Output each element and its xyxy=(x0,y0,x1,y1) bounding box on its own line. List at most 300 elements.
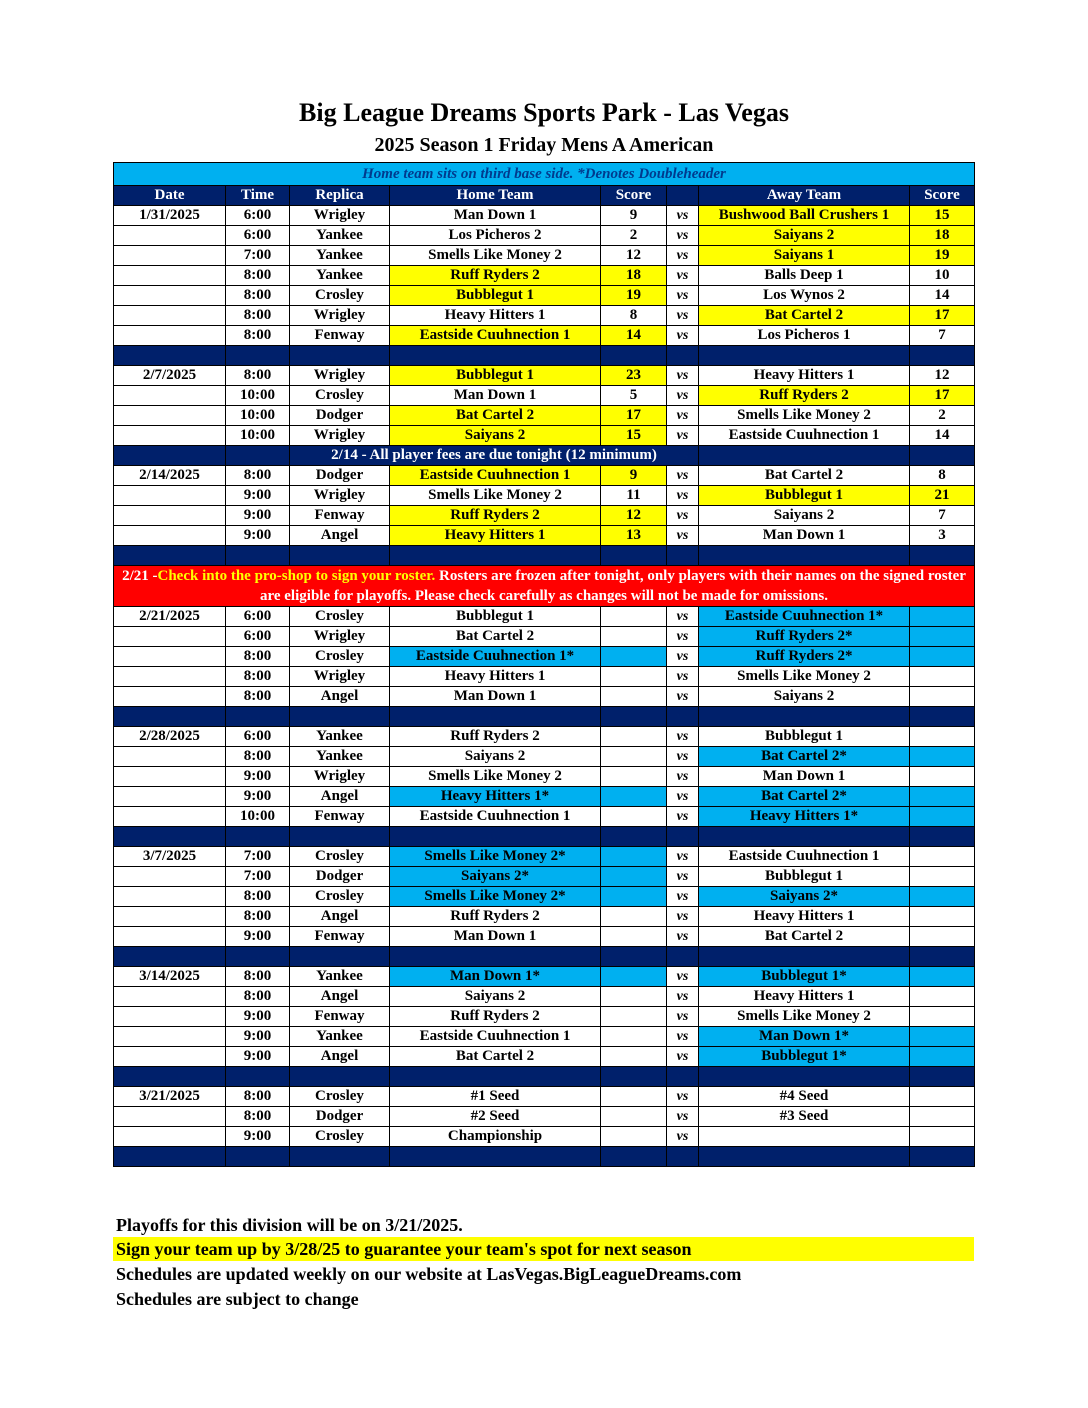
away-score: 17 xyxy=(910,306,975,326)
away-team: Eastside Cuuhnection 1 xyxy=(699,426,910,446)
away-team: Los Wynos 2 xyxy=(699,286,910,306)
away-team: Heavy Hitters 1 xyxy=(699,907,910,927)
table-row xyxy=(114,486,975,506)
game-time: 9:00 xyxy=(226,1047,290,1067)
separator-cell xyxy=(699,446,910,466)
away-team: Heavy Hitters 1 xyxy=(699,366,910,386)
table-row xyxy=(114,907,975,927)
away-score: 10 xyxy=(910,266,975,286)
vs-label: vs xyxy=(667,747,699,767)
game-time: 8:00 xyxy=(226,887,290,907)
away-score: 17 xyxy=(910,386,975,406)
game-field: Yankee xyxy=(290,266,390,286)
game-date xyxy=(114,226,226,246)
game-date xyxy=(114,386,226,406)
vs-label: vs xyxy=(667,1027,699,1047)
separator-cell xyxy=(910,707,975,727)
home-team: Ruff Ryders 2 xyxy=(390,727,601,747)
separator-cell xyxy=(601,346,667,366)
vs-label: vs xyxy=(667,386,699,406)
home-score xyxy=(601,1027,667,1047)
home-team: Ruff Ryders 2 xyxy=(390,506,601,526)
game-date xyxy=(114,1107,226,1127)
separator-cell xyxy=(601,1147,667,1167)
table-row xyxy=(114,366,975,386)
home-score xyxy=(601,627,667,647)
separator-cell xyxy=(114,707,226,727)
table-row xyxy=(114,1027,975,1047)
separator-cell xyxy=(114,1147,226,1167)
away-score xyxy=(910,727,975,747)
vs-label: vs xyxy=(667,426,699,446)
home-score xyxy=(601,1007,667,1027)
separator-cell xyxy=(390,546,601,566)
away-score xyxy=(910,747,975,767)
separator-cell xyxy=(910,446,975,466)
home-team: Heavy Hitters 1 xyxy=(390,667,601,687)
game-time: 10:00 xyxy=(226,386,290,406)
game-field: Crosley xyxy=(290,386,390,406)
home-score: 23 xyxy=(601,366,667,386)
footer-website-note: Schedules are updated weekly on our website at LasVegas.BigLeagueDreams.com xyxy=(116,1264,742,1284)
game-time: 10:00 xyxy=(226,406,290,426)
game-field: Wrigley xyxy=(290,366,390,386)
game-date xyxy=(114,687,226,707)
home-team: Bubblegut 1 xyxy=(390,607,601,627)
separator-cell xyxy=(226,707,290,727)
game-time: 10:00 xyxy=(226,807,290,827)
away-team: Smells Like Money 2 xyxy=(699,406,910,426)
vs-label: vs xyxy=(667,907,699,927)
away-team: Ruff Ryders 2* xyxy=(699,627,910,647)
separator-cell xyxy=(910,346,975,366)
home-team: Eastside Cuuhnection 1 xyxy=(390,466,601,486)
vs-label: vs xyxy=(667,1007,699,1027)
separator-cell xyxy=(290,1067,390,1087)
away-score: 7 xyxy=(910,326,975,346)
separator-cell xyxy=(226,546,290,566)
game-date xyxy=(114,1047,226,1067)
away-score xyxy=(910,1107,975,1127)
vs-label: vs xyxy=(667,887,699,907)
home-score: 17 xyxy=(601,406,667,426)
week-separator-row xyxy=(114,546,975,566)
away-score: 3 xyxy=(910,526,975,546)
col-header-replica: Replica xyxy=(290,186,390,206)
away-team: Balls Deep 1 xyxy=(699,266,910,286)
home-score xyxy=(601,1087,667,1107)
game-date xyxy=(114,526,226,546)
away-score xyxy=(910,807,975,827)
game-date xyxy=(114,326,226,346)
home-team: Ruff Ryders 2 xyxy=(390,266,601,286)
vs-label: vs xyxy=(667,787,699,807)
home-team: Man Down 1 xyxy=(390,927,601,947)
separator-cell xyxy=(910,947,975,967)
away-score: 14 xyxy=(910,286,975,306)
vs-label: vs xyxy=(667,366,699,386)
away-team: Heavy Hitters 1* xyxy=(699,807,910,827)
game-field: Dodger xyxy=(290,1107,390,1127)
game-field: Crosley xyxy=(290,847,390,867)
home-team: #1 Seed xyxy=(390,1087,601,1107)
vs-label: vs xyxy=(667,987,699,1007)
game-date xyxy=(114,887,226,907)
game-field: Fenway xyxy=(290,506,390,526)
week-separator-row xyxy=(114,707,975,727)
separator-cell xyxy=(667,346,699,366)
vs-label: vs xyxy=(667,226,699,246)
home-score: 12 xyxy=(601,246,667,266)
separator-cell xyxy=(667,947,699,967)
away-team: Los Picheros 1 xyxy=(699,326,910,346)
away-score xyxy=(910,1007,975,1027)
home-team: Saiyans 2* xyxy=(390,867,601,887)
game-field: Yankee xyxy=(290,967,390,987)
table-row xyxy=(114,386,975,406)
game-field: Yankee xyxy=(290,226,390,246)
away-score: 8 xyxy=(910,466,975,486)
table-row xyxy=(114,667,975,687)
separator-cell xyxy=(910,546,975,566)
away-score: 2 xyxy=(910,406,975,426)
separator-cell xyxy=(226,827,290,847)
game-field: Crosley xyxy=(290,887,390,907)
table-row xyxy=(114,206,975,226)
game-date xyxy=(114,286,226,306)
fee-announcement: 2/14 - All player fees are due tonight (12 minimum) xyxy=(290,446,699,466)
separator-cell xyxy=(601,546,667,566)
table-row xyxy=(114,266,975,286)
footer-signup-note: Sign your team up by 3/28/25 to guarantee your team's spot for next season xyxy=(113,1237,974,1261)
home-score xyxy=(601,987,667,1007)
home-team: Heavy Hitters 1 xyxy=(390,306,601,326)
home-score xyxy=(601,787,667,807)
game-date xyxy=(114,807,226,827)
game-time: 8:00 xyxy=(226,266,290,286)
separator-cell xyxy=(226,947,290,967)
footer-playoffs-note: Playoffs for this division will be on 3/21/2025. xyxy=(116,1215,463,1235)
home-team: Heavy Hitters 1* xyxy=(390,787,601,807)
home-team: Man Down 1* xyxy=(390,967,601,987)
game-date: 3/21/2025 xyxy=(114,1087,226,1107)
vs-label: vs xyxy=(667,1127,699,1147)
separator-cell xyxy=(910,1147,975,1167)
separator-cell xyxy=(699,1067,910,1087)
table-row xyxy=(114,647,975,667)
table-row xyxy=(114,987,975,1007)
vs-label: vs xyxy=(667,647,699,667)
game-date xyxy=(114,747,226,767)
away-team: Saiyans 2 xyxy=(699,687,910,707)
table-row xyxy=(114,767,975,787)
vs-label: vs xyxy=(667,326,699,346)
away-score: 14 xyxy=(910,426,975,446)
away-team: Eastside Cuuhnection 1 xyxy=(699,847,910,867)
home-score: 5 xyxy=(601,386,667,406)
announcement-row xyxy=(114,446,975,466)
home-score xyxy=(601,867,667,887)
away-score xyxy=(910,987,975,1007)
vs-label: vs xyxy=(667,306,699,326)
home-score: 8 xyxy=(601,306,667,326)
vs-label: vs xyxy=(667,847,699,867)
game-field: Wrigley xyxy=(290,667,390,687)
away-team xyxy=(699,1127,910,1147)
away-team: Bubblegut 1 xyxy=(699,486,910,506)
separator-cell xyxy=(390,947,601,967)
game-time: 8:00 xyxy=(226,747,290,767)
game-field: Yankee xyxy=(290,747,390,767)
home-team: Smells Like Money 2 xyxy=(390,767,601,787)
home-team: Bubblegut 1 xyxy=(390,366,601,386)
game-date: 1/31/2025 xyxy=(114,206,226,226)
away-team: Bat Cartel 2 xyxy=(699,306,910,326)
away-score xyxy=(910,607,975,627)
separator-cell xyxy=(290,1147,390,1167)
game-field: Crosley xyxy=(290,647,390,667)
table-row xyxy=(114,787,975,807)
home-score: 13 xyxy=(601,526,667,546)
table-row xyxy=(114,727,975,747)
game-date xyxy=(114,246,226,266)
away-team: Saiyans 2* xyxy=(699,887,910,907)
vs-label: vs xyxy=(667,927,699,947)
game-field: Angel xyxy=(290,987,390,1007)
game-time: 8:00 xyxy=(226,286,290,306)
table-row xyxy=(114,867,975,887)
home-score xyxy=(601,767,667,787)
game-time: 6:00 xyxy=(226,627,290,647)
vs-label: vs xyxy=(667,1047,699,1067)
game-time: 8:00 xyxy=(226,306,290,326)
game-date: 3/7/2025 xyxy=(114,847,226,867)
away-score xyxy=(910,667,975,687)
table-row xyxy=(114,887,975,907)
table-row xyxy=(114,426,975,446)
table-row xyxy=(114,466,975,486)
game-time: 7:00 xyxy=(226,867,290,887)
away-score xyxy=(910,867,975,887)
away-score: 18 xyxy=(910,226,975,246)
separator-cell xyxy=(290,947,390,967)
schedule-table xyxy=(113,162,975,1167)
game-date xyxy=(114,426,226,446)
separator-cell xyxy=(290,827,390,847)
roster-warning-highlight: Check into the pro-shop to sign your roster. xyxy=(157,568,436,584)
home-score xyxy=(601,1107,667,1127)
col-header-home-score: Score xyxy=(601,186,667,206)
home-score xyxy=(601,967,667,987)
separator-cell xyxy=(667,1067,699,1087)
home-score xyxy=(601,847,667,867)
vs-label: vs xyxy=(667,506,699,526)
schedule-note-row xyxy=(114,163,975,186)
game-time: 9:00 xyxy=(226,767,290,787)
away-team: Man Down 1 xyxy=(699,526,910,546)
home-score: 12 xyxy=(601,506,667,526)
separator-cell xyxy=(667,1147,699,1167)
home-score xyxy=(601,927,667,947)
game-date xyxy=(114,647,226,667)
game-field: Wrigley xyxy=(290,767,390,787)
table-row xyxy=(114,1127,975,1147)
vs-label: vs xyxy=(667,266,699,286)
home-score: 14 xyxy=(601,326,667,346)
away-score xyxy=(910,907,975,927)
home-score: 15 xyxy=(601,426,667,446)
table-row xyxy=(114,967,975,987)
home-team: Smells Like Money 2* xyxy=(390,887,601,907)
game-time: 8:00 xyxy=(226,1087,290,1107)
game-time: 8:00 xyxy=(226,687,290,707)
game-time: 6:00 xyxy=(226,727,290,747)
game-time: 9:00 xyxy=(226,1127,290,1147)
game-field: Angel xyxy=(290,907,390,927)
away-score xyxy=(910,847,975,867)
game-time: 10:00 xyxy=(226,426,290,446)
home-team: Bat Cartel 2 xyxy=(390,1047,601,1067)
week-separator-row xyxy=(114,947,975,967)
separator-cell xyxy=(226,346,290,366)
col-header-away-team: Away Team xyxy=(699,186,910,206)
away-team: Bat Cartel 2 xyxy=(699,466,910,486)
game-time: 7:00 xyxy=(226,847,290,867)
table-row xyxy=(114,406,975,426)
home-score xyxy=(601,647,667,667)
table-row xyxy=(114,1087,975,1107)
game-field: Fenway xyxy=(290,807,390,827)
game-field: Yankee xyxy=(290,727,390,747)
away-team: Saiyans 2 xyxy=(699,506,910,526)
separator-cell xyxy=(667,707,699,727)
game-date xyxy=(114,1007,226,1027)
away-score xyxy=(910,787,975,807)
game-field: Wrigley xyxy=(290,627,390,647)
game-field: Wrigley xyxy=(290,306,390,326)
vs-label: vs xyxy=(667,627,699,647)
separator-cell xyxy=(601,947,667,967)
table-row xyxy=(114,286,975,306)
page-title: Big League Dreams Sports Park - Las Vegas xyxy=(299,98,789,127)
game-time: 6:00 xyxy=(226,226,290,246)
home-team: Smells Like Money 2 xyxy=(390,246,601,266)
vs-label: vs xyxy=(667,667,699,687)
separator-cell xyxy=(910,1067,975,1087)
home-score: 2 xyxy=(601,226,667,246)
game-date xyxy=(114,486,226,506)
separator-cell xyxy=(114,446,226,466)
game-field: Crosley xyxy=(290,1087,390,1107)
home-team: Eastside Cuuhnection 1* xyxy=(390,647,601,667)
vs-label: vs xyxy=(667,406,699,426)
table-row xyxy=(114,687,975,707)
vs-label: vs xyxy=(667,1107,699,1127)
game-field: Fenway xyxy=(290,326,390,346)
week-separator-row xyxy=(114,827,975,847)
separator-cell xyxy=(390,346,601,366)
game-date xyxy=(114,627,226,647)
home-team: Ruff Ryders 2 xyxy=(390,1007,601,1027)
away-team: Smells Like Money 2 xyxy=(699,667,910,687)
vs-label: vs xyxy=(667,607,699,627)
game-date xyxy=(114,1127,226,1147)
table-row xyxy=(114,246,975,266)
game-date: 2/14/2025 xyxy=(114,466,226,486)
home-team: Heavy Hitters 1 xyxy=(390,526,601,546)
away-team: Bubblegut 1 xyxy=(699,867,910,887)
home-score xyxy=(601,1047,667,1067)
home-score xyxy=(601,747,667,767)
home-team: Bat Cartel 2 xyxy=(390,406,601,426)
home-score xyxy=(601,887,667,907)
game-field: Fenway xyxy=(290,927,390,947)
col-header-date: Date xyxy=(114,186,226,206)
separator-cell xyxy=(290,546,390,566)
separator-cell xyxy=(114,947,226,967)
table-row xyxy=(114,1007,975,1027)
game-time: 9:00 xyxy=(226,486,290,506)
game-date xyxy=(114,787,226,807)
away-team: #3 Seed xyxy=(699,1107,910,1127)
away-score xyxy=(910,927,975,947)
game-time: 8:00 xyxy=(226,466,290,486)
game-field: Wrigley xyxy=(290,206,390,226)
away-score: 21 xyxy=(910,486,975,506)
vs-label: vs xyxy=(667,807,699,827)
separator-cell xyxy=(226,1147,290,1167)
away-score: 15 xyxy=(910,206,975,226)
game-field: Angel xyxy=(290,1047,390,1067)
home-team: #2 Seed xyxy=(390,1107,601,1127)
home-score xyxy=(601,1127,667,1147)
separator-cell xyxy=(699,546,910,566)
home-score xyxy=(601,667,667,687)
game-time: 8:00 xyxy=(226,366,290,386)
game-field: Wrigley xyxy=(290,426,390,446)
table-row xyxy=(114,506,975,526)
away-team: Bushwood Ball Crushers 1 xyxy=(699,206,910,226)
home-score xyxy=(601,907,667,927)
home-team: Eastside Cuuhnection 1 xyxy=(390,326,601,346)
table-row xyxy=(114,526,975,546)
away-team: Smells Like Money 2 xyxy=(699,1007,910,1027)
game-date xyxy=(114,306,226,326)
away-score: 12 xyxy=(910,366,975,386)
separator-cell xyxy=(114,346,226,366)
vs-label: vs xyxy=(667,486,699,506)
game-field: Yankee xyxy=(290,1027,390,1047)
table-row xyxy=(114,1107,975,1127)
game-time: 6:00 xyxy=(226,607,290,627)
table-row xyxy=(114,747,975,767)
away-team: Bat Cartel 2 xyxy=(699,927,910,947)
separator-cell xyxy=(699,1147,910,1167)
vs-label: vs xyxy=(667,466,699,486)
week-separator-row xyxy=(114,346,975,366)
separator-cell xyxy=(290,707,390,727)
home-team: Ruff Ryders 2 xyxy=(390,907,601,927)
game-field: Yankee xyxy=(290,246,390,266)
game-field: Fenway xyxy=(290,1007,390,1027)
game-date xyxy=(114,667,226,687)
game-date xyxy=(114,867,226,887)
home-team: Los Picheros 2 xyxy=(390,226,601,246)
game-time: 8:00 xyxy=(226,667,290,687)
home-score xyxy=(601,607,667,627)
home-team: Championship xyxy=(390,1127,601,1147)
table-row xyxy=(114,607,975,627)
